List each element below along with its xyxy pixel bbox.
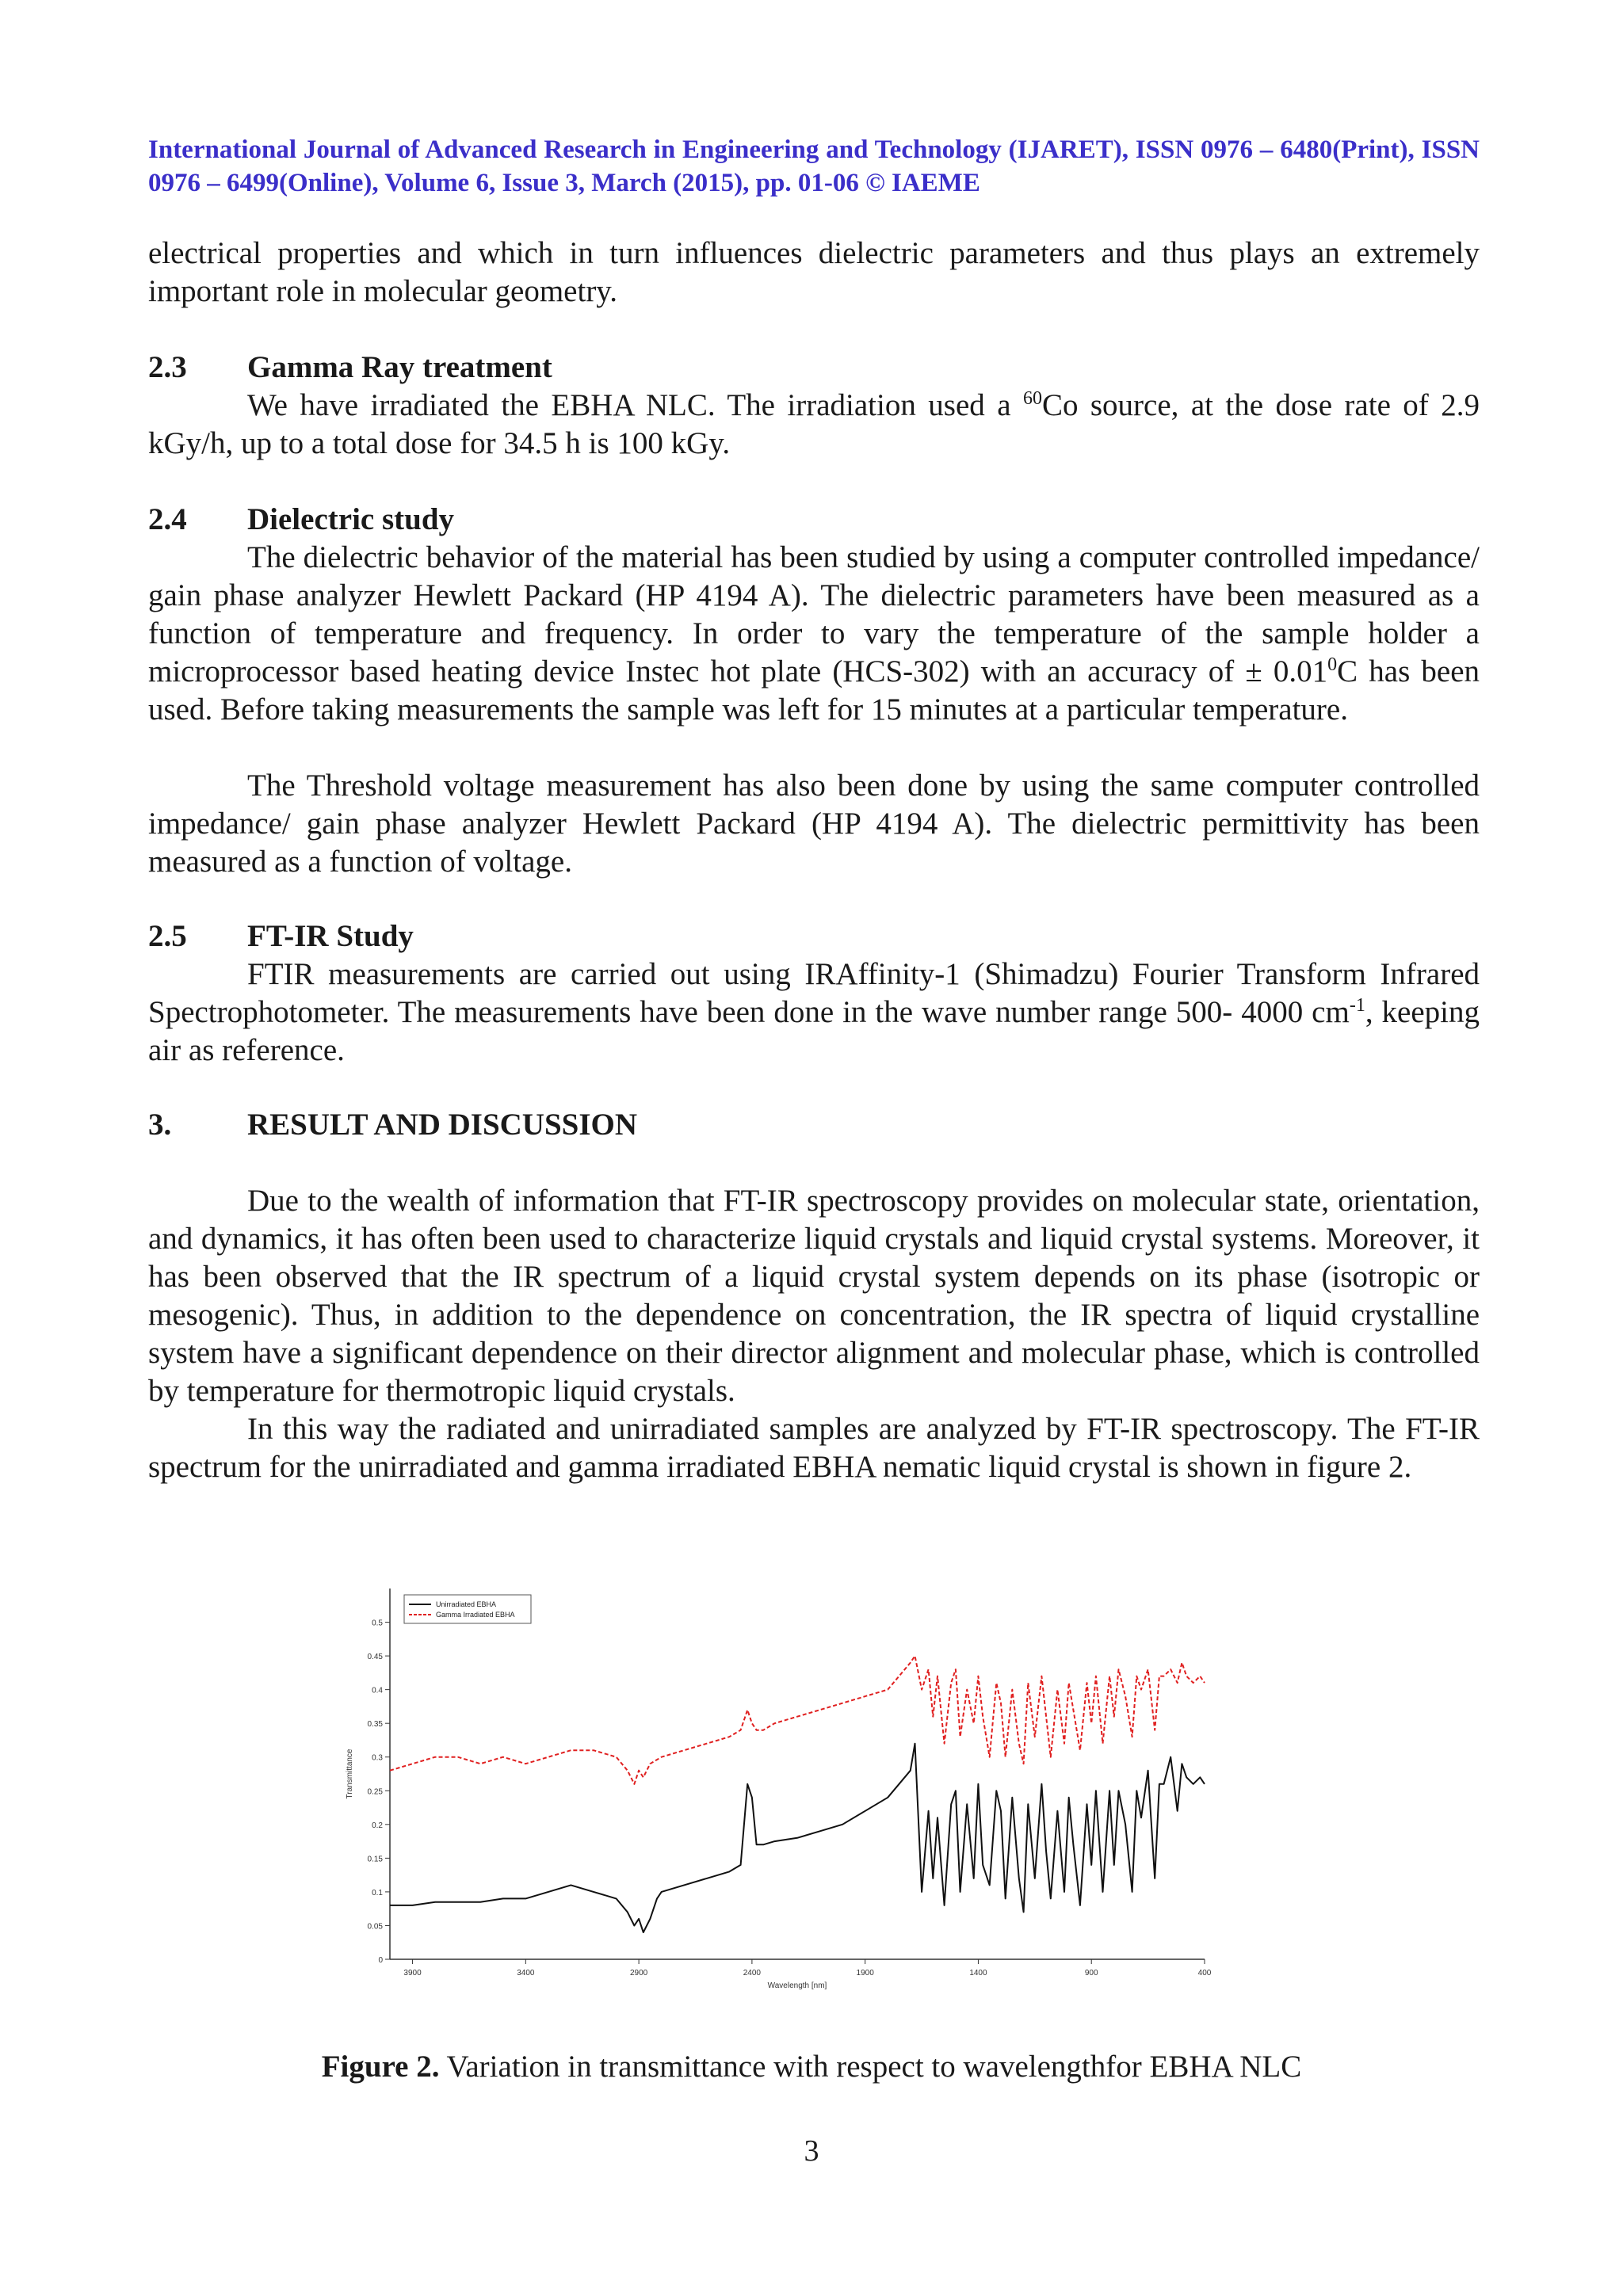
y-tick-label: 0.05: [367, 1922, 383, 1932]
section-heading-2-5: [148, 917, 414, 955]
section-number: 2.3: [148, 350, 187, 384]
section-2-4-paragraph-1: [148, 539, 1480, 729]
y-tick-label: 0.2: [372, 1821, 383, 1830]
y-tick-label: 0.15: [367, 1855, 383, 1864]
text-run: , keeping air as reference.: [148, 995, 1480, 1067]
x-tick-label: 1400: [969, 1969, 987, 1978]
y-tick-label: 0.3: [372, 1753, 383, 1763]
section-title: Gamma Ray treatment: [247, 350, 552, 384]
intro-paragraph: electrical properties and which in turn influences dielectric parameters and thus plays an extremely important role in molecular geometry.: [148, 236, 1480, 308]
legend-label: Unirradiated EBHA: [436, 1600, 497, 1608]
x-axis-label: Wavelength [nm]: [767, 1981, 827, 1990]
section-3-paragraph-2: In this way the radiated and unirradiated samples are analyzed by FT-IR spectroscopy. The FT-IR spectrum for the unirradiated and gamma irradiated EBHA nematic liquid crystal is shown in figure 2.: [148, 1412, 1480, 1484]
section-title: Dielectric study: [247, 502, 455, 536]
section-title: FT-IR Study: [247, 919, 414, 953]
superscript: 60: [1022, 388, 1042, 409]
text-run: Co source, at the dose rate of 2.9 kGy/h, up to a total dose for 34.5 h is 100 kGy.: [148, 388, 1480, 460]
y-tick-label: 0: [378, 1956, 383, 1965]
y-tick-label: 0.1: [372, 1888, 383, 1897]
journal-header: International Journal of Advanced Research in Engineering and Technology (IJARET), ISSN 0976 – 6480(Print), ISSN 0976 – 6499(Online), Volume 6, Issue 3, March (2015), pp. 01-06 © IAEME: [148, 135, 1480, 197]
ftir-chart: [341, 1581, 1227, 1990]
y-tick-label: 0.4: [372, 1686, 383, 1695]
caption-label: Figure 2.: [321, 2050, 440, 2084]
legend-label: Gamma Irradiated EBHA: [436, 1611, 515, 1619]
superscript: 0: [1327, 654, 1338, 675]
figure-2: [341, 1581, 1227, 1990]
section-heading-2-3: [148, 349, 552, 387]
section-heading-3: [148, 1106, 637, 1144]
legend-box: [404, 1595, 531, 1623]
figure-caption: [0, 2048, 1623, 2086]
x-tick-label: 2400: [743, 1969, 762, 1978]
page-number: 3: [804, 2134, 819, 2168]
section-number: 2.4: [148, 502, 187, 536]
section-title: RESULT AND DISCUSSION: [247, 1108, 638, 1142]
y-tick-label: 0.25: [367, 1787, 383, 1797]
x-tick-label: 900: [1084, 1969, 1098, 1978]
section-heading-2-4: [148, 501, 454, 539]
series-line-1: [390, 1656, 1205, 1784]
text-run: FTIR measurements are carried out using IRAffinity-1 (Shimadzu) Fourier Transform Infrared Spectrophotometer. The measurements have been done in the wave number range 500- 4000 cm: [148, 957, 1480, 1029]
y-tick-label: 0.35: [367, 1720, 383, 1730]
x-tick-label: 1900: [856, 1969, 874, 1978]
y-tick-label: 0.45: [367, 1653, 383, 1662]
text-run: The dielectric behavior of the material has been studied by using a computer controlled impedance/ gain phase analyzer Hewlett Packard (HP 4194 A). The dielectric parameters have been measured as a function of temperature and frequency. In order to vary the temperature of the sample holder a microprocessor based heating device Instec hot plate (HCS-302) with an accuracy of ± 0.01: [148, 540, 1480, 688]
section-2-5-paragraph: [148, 955, 1480, 1070]
caption-text: Variation in transmittance with respect to wavelengthfor EBHA NLC: [439, 2050, 1302, 2084]
x-tick-label: 3400: [517, 1969, 535, 1978]
section-2-3-paragraph: [148, 387, 1480, 463]
section-number: 2.5: [148, 919, 187, 953]
text-run: C has been used. Before taking measurements the sample was left for 15 minutes at a particular temperature.: [148, 654, 1480, 727]
section-2-4-paragraph-2: The Threshold voltage measurement has also been done by using the same computer controlled impedance/ gain phase analyzer Hewlett Packard (HP 4194 A). The dielectric permittivity has been measured as a function of voltage.: [148, 769, 1480, 879]
superscript: -1: [1349, 995, 1365, 1016]
text-run: We have irradiated the EBHA NLC. The irradiation used a: [247, 388, 1023, 422]
y-axis-label: Transmittance: [346, 1749, 354, 1799]
y-tick-label: 0.5: [372, 1619, 383, 1628]
series-line-0: [390, 1744, 1205, 1932]
x-tick-label: 400: [1197, 1969, 1212, 1978]
x-tick-label: 3900: [403, 1969, 422, 1978]
section-3-paragraph-1: Due to the wealth of information that FT-IR spectroscopy provides on molecular state, orientation, and dynamics, it has often been used to characterize liquid crystals and liquid crystal systems. Moreover, it has been observed that the IR spectrum of a liquid crystal system depends on its phase (isotropic or mesogenic). Thus, in addition to the dependence on concentration, the IR spectra of liquid crystalline system have a significant dependence on their director alignment and molecular phase, which is controlled by temperature for thermotropic liquid crystals.: [148, 1184, 1480, 1408]
x-tick-label: 2900: [629, 1969, 648, 1978]
section-number: 3.: [148, 1108, 172, 1142]
